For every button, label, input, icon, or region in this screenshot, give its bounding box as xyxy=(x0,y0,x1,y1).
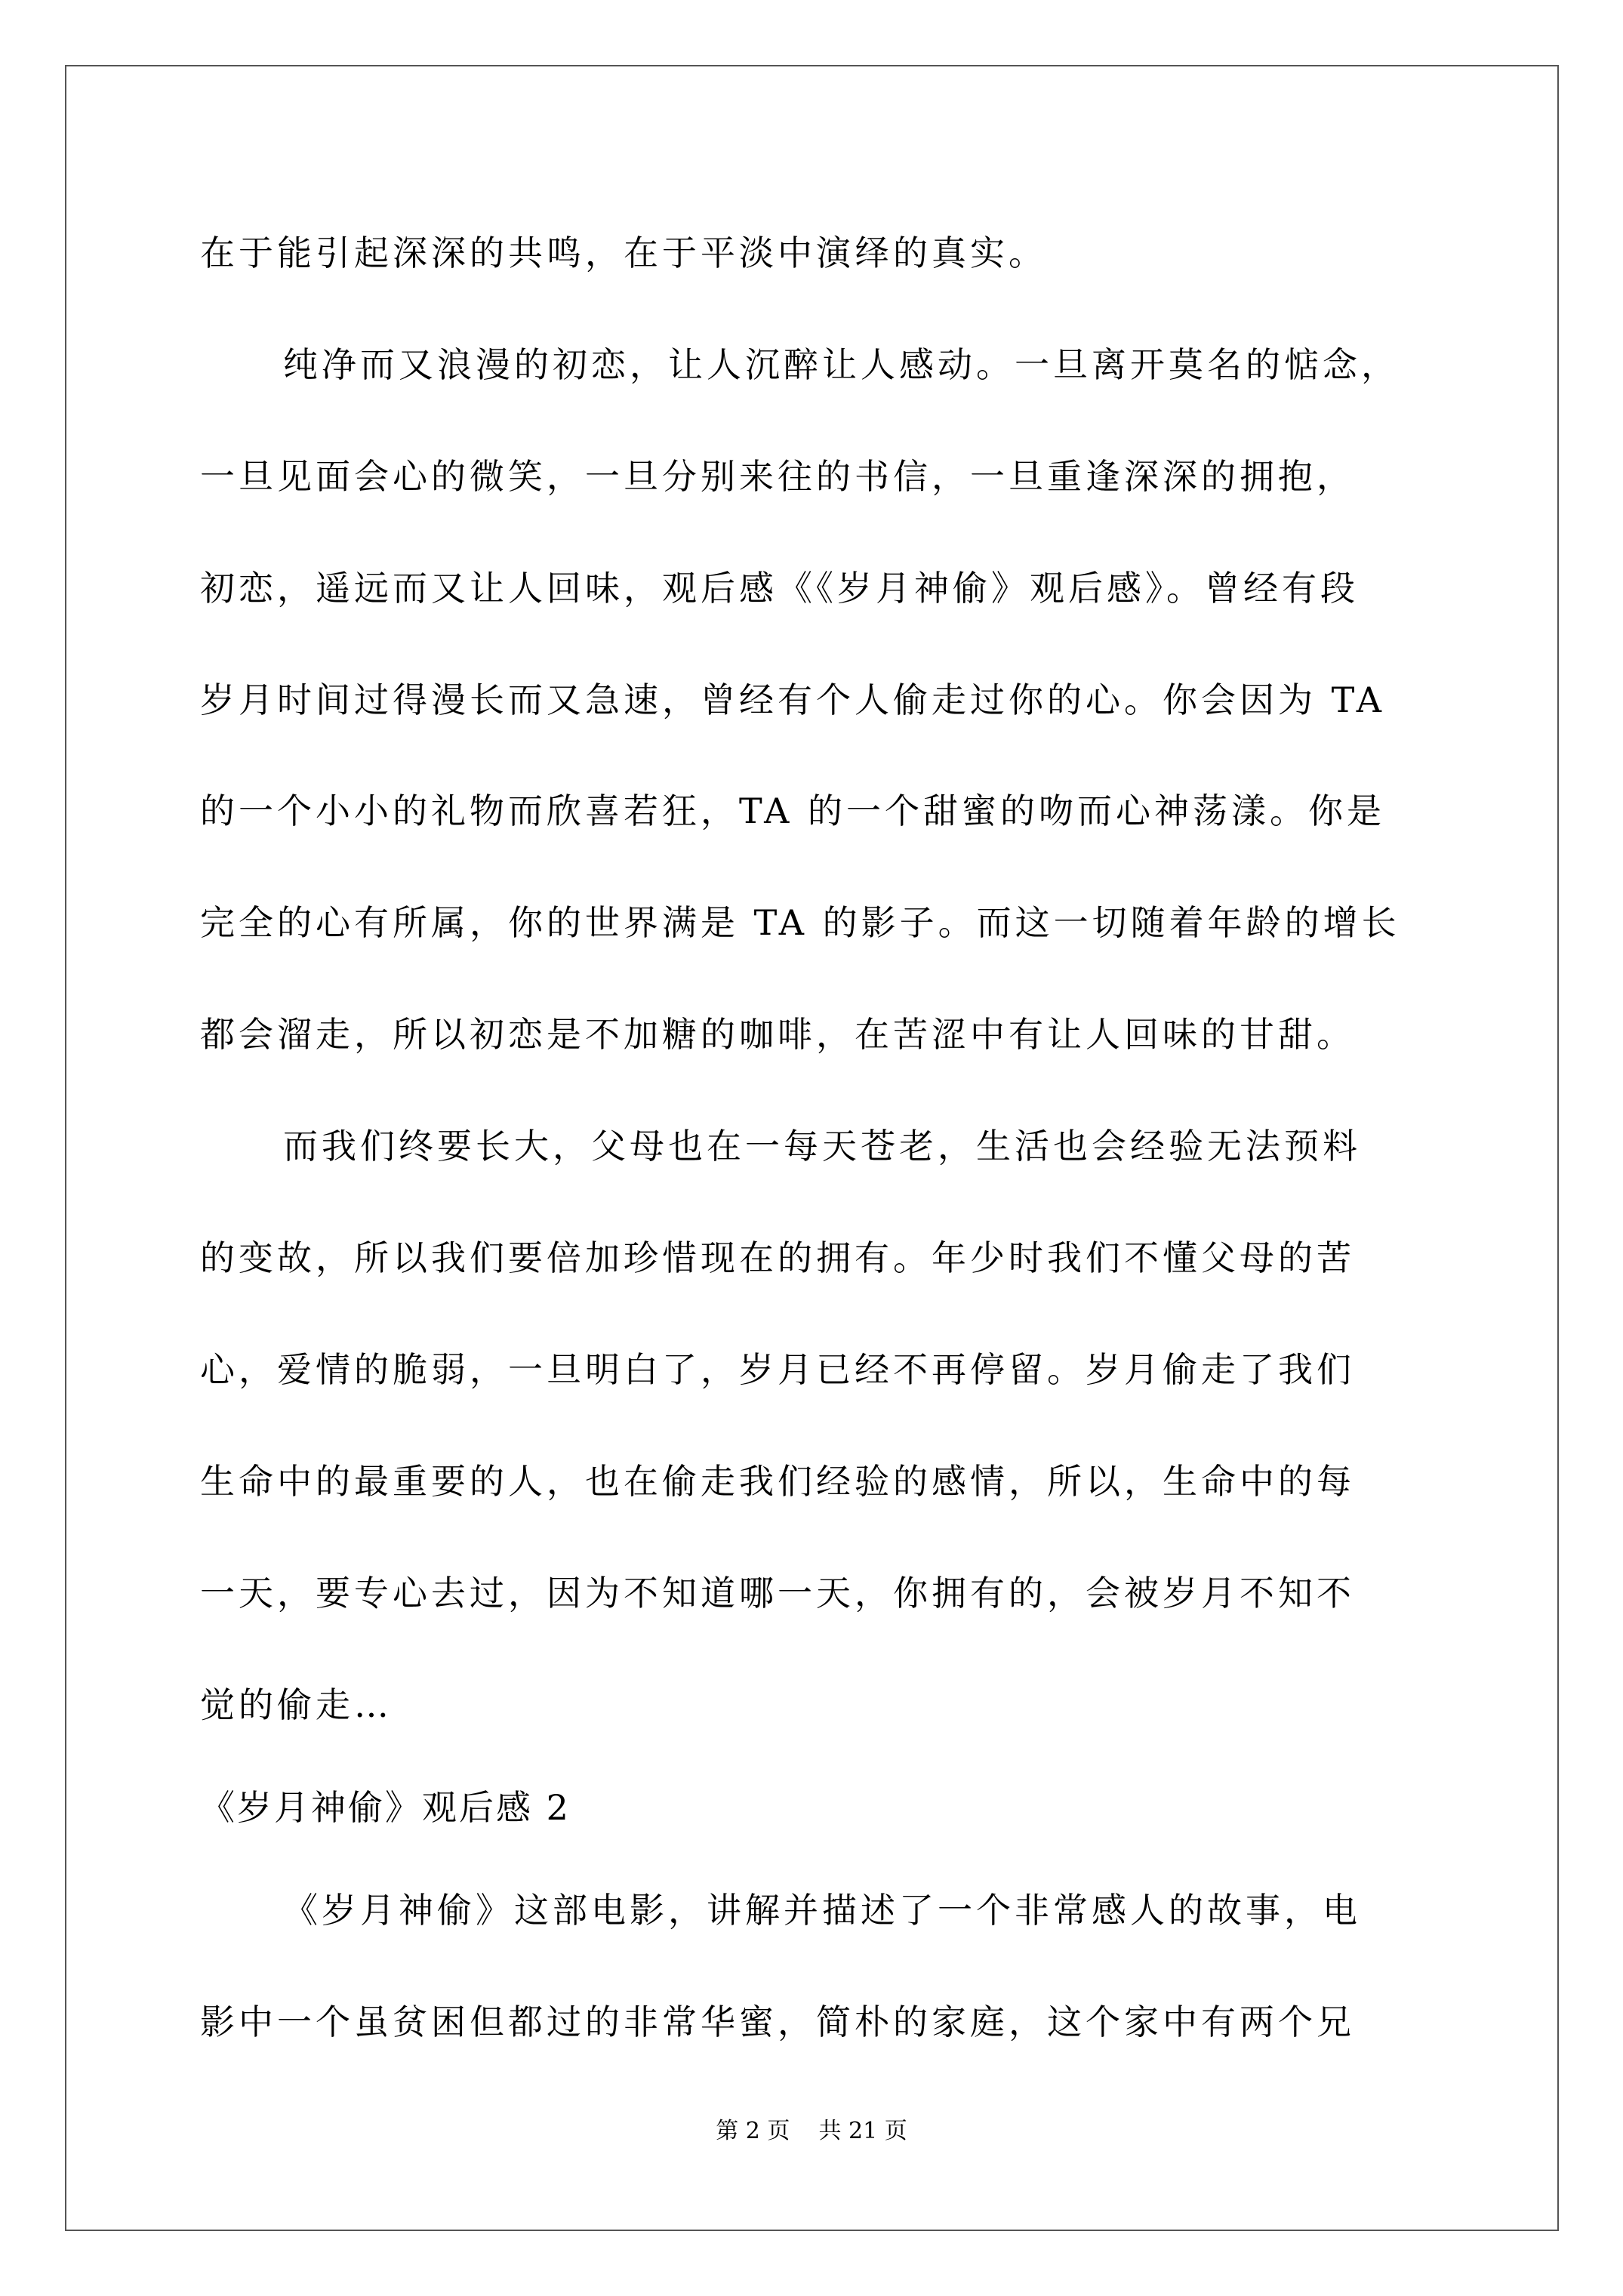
page-footer: 第 2 页 共 21 页 xyxy=(716,2118,907,2144)
body-line: 生命中的最重要的人，也在偷走我们经验的感情，所以，生命中的每 xyxy=(200,1461,1355,1502)
body-line: 初恋，遥远而又让人回味，观后感《《岁月神偷》观后感》。曾经有段 xyxy=(200,568,1359,609)
body-line: 都会溜走，所以初恋是不加糖的咖啡，在苦涩中有让人回味的甘甜。 xyxy=(200,1014,1355,1055)
body-line: 觉的偷走… xyxy=(200,1684,393,1725)
body-line: 《岁月神偷》这部电影，讲解并描述了一个非常感人的故事，电 xyxy=(283,1890,1361,1931)
body-line: 影中一个虽贫困但都过的非常华蜜，简朴的家庭，这个家中有两个兄 xyxy=(200,2002,1355,2042)
body-line: 纯净而又浪漫的初恋，让人沉醉让人感动。一旦离开莫名的惦念， xyxy=(283,344,1400,385)
body-line: 而我们终要长大，父母也在一每天苍老，生活也会经验无法预料 xyxy=(283,1126,1361,1166)
body-line: 岁月时间过得漫长而又急速，曾经有个人偷走过你的心。你会因为 TA xyxy=(200,680,1386,720)
body-line: 心，爱情的脆弱，一旦明白了，岁月已经不再停留。岁月偷走了我们 xyxy=(200,1349,1355,1390)
body-line: 的一个小小的礼物而欣喜若狂，TA 的一个甜蜜的吻而心神荡漾。你是 xyxy=(200,791,1386,831)
body-line: 一天，要专心去过，因为不知道哪一天，你拥有的，会被岁月不知不 xyxy=(200,1573,1355,1613)
body-line: 完全的心有所属，你的世界满是 TA 的影子。而这一切随着年龄的增长 xyxy=(200,902,1400,943)
body-line: 在于能引起深深的共鸣，在于平淡中演绎的真实。 xyxy=(200,233,1047,273)
body-line: 一旦见面会心的微笑，一旦分别来往的书信，一旦重逢深深的拥抱， xyxy=(200,456,1355,497)
section-heading: 《岁月神偷》观后感 2 xyxy=(200,1787,571,1828)
body-line: 的变故，所以我们要倍加珍惜现在的拥有。年少时我们不懂父母的苦 xyxy=(200,1237,1355,1278)
